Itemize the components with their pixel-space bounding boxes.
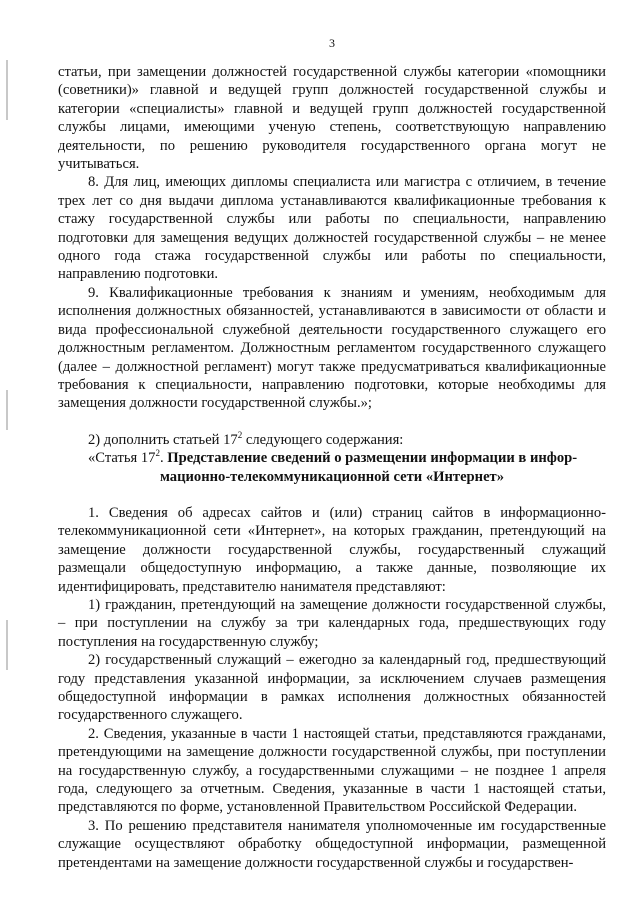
section-spacer xyxy=(58,413,606,431)
article-part-2: 2. Сведения, указанные в части 1 настоящей статьи, представляются гражданами, претендующими на замещение должности государственной службы, при поступлении на государственную службу, а государственными служащими – не позднее 1 апреля года, следующего за отчетным. Сведения, указанные в части 1 настоящей статьи, представляются по форме, установленной Правительством Российской Федерации. xyxy=(58,725,606,816)
article-superscript: 2 xyxy=(155,448,160,459)
paragraph-item-8: 8. Для лиц, имеющих дипломы специалиста или магистра с отличием, в течение трех лет со дня выдачи диплома устанавливаются квалификационные требования к стажу государственной службы или работы по специальности, направлению подготовки для замещения ведущих должностей государственной службы – не менее одного года стажа государственной службы или работы по специальности, направлению подготовки. xyxy=(58,174,606,283)
article-part-3: 3. По решению представителя нанимателя уполномоченные им государственные служащие осуществляют обработку общедоступной информации, размещенной претендентами на замещение должности государственной службы и государствен- xyxy=(58,817,606,871)
article-prefix-end: . xyxy=(159,450,168,467)
document-page xyxy=(58,0,606,905)
scan-margin-marks xyxy=(6,60,10,760)
article-part-1: 1. Сведения об адресах сайтов и (или) страниц сайтов в информационно-телекоммуникационной сети «Интернет», на которых гражданин, претендующий на замещение должности государственной службы, государственный служащий размещали общедоступную информацию, а также данные, позволяющие их идентифицировать, представителю нанимателя представляют: xyxy=(58,504,606,595)
page-number: 3 xyxy=(329,36,335,50)
amendment-text-after: следующего содержания: xyxy=(242,431,404,448)
article-title-line1: Представление сведений о размещении информации в инфор- xyxy=(167,450,578,467)
article-title-line2: мационно-телекоммуникационной сети «Интернет» xyxy=(159,468,505,485)
amendment-line xyxy=(58,431,606,449)
article-part-1-item-2: 2) государственный служащий – ежегодно за календарный год, предшествующий году представления указанной информации, за исключением случаев размещения общедоступной информации в рамках исполнения должностных обязанностей государственного служащего. xyxy=(58,652,606,724)
document-body xyxy=(58,63,606,872)
paragraph-item-9: 9. Квалификационные требования к знаниям и умениям, необходимым для исполнения должностных обязанностей, устанавливаются в зависимости от области и вида профессиональной служебной деятельности государственного служащего его должностным регламентом. Должностным регламентом государственного служащего (далее – должностной регламент) могут также предусматриваться квалификационные требования к специальности, направлению подготовки, которые необходимы для замещения должности государственной службы.»; xyxy=(58,284,606,412)
section-spacer xyxy=(58,486,606,504)
amendment-superscript: 2 xyxy=(237,429,243,440)
article-prefix: «Статья 17 xyxy=(88,450,156,467)
paragraph-continuation: статьи, при замещении должностей государственной службы категории «помощники (советники)» главной и ведущей групп должностей государственной службы и категории «специалисты» главной и ведущей групп должностей государственной службы лицами, имеющими ученую степень, соответствующую направлению деятельности, по решению руководителя государственного органа могут не учитываться. xyxy=(58,64,606,173)
article-part-1-item-1: 1) гражданин, претендующий на замещение должности государственной службы, – при поступлении на службу за три календарных года, предшествующих году поступления на государственную службу; xyxy=(58,596,606,650)
amendment-text-before: 2) дополнить статьей 17 xyxy=(88,431,238,448)
article-heading xyxy=(58,449,606,486)
